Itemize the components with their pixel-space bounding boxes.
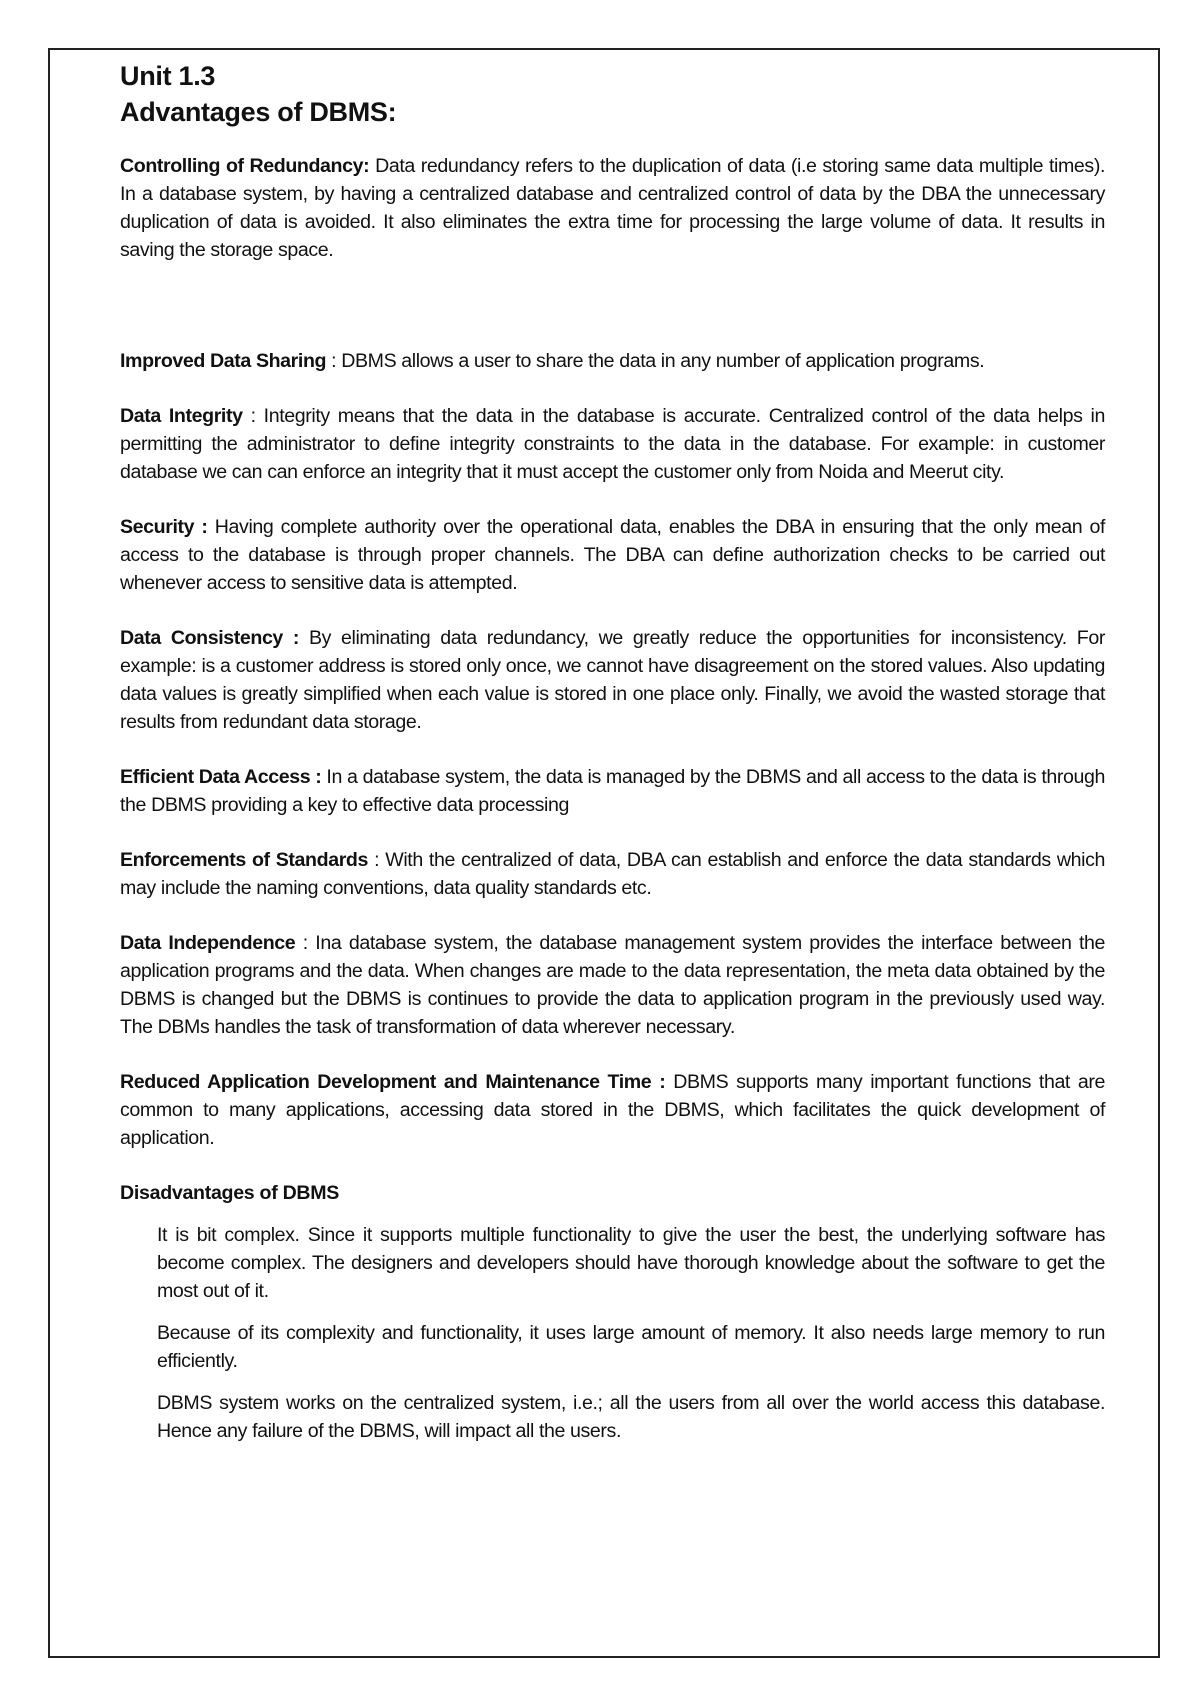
term-label: Efficient Data Access : <box>120 766 322 788</box>
paragraph-security <box>120 513 1105 597</box>
disadvantages-list <box>120 1221 1105 1445</box>
paragraph-text: Data redundancy refers to the duplication of data (i.e storing same data multiple times). In a database system, by having a centralized database and centralized control of data by the DBA the unnecessary duplication of data is avoided. It also eliminates the extra time for processing the large volume of data. It results in saving the storage space. <box>120 155 1105 261</box>
paragraph-text: Having complete authority over the operational data, enables the DBA in ensuring that the only mean of access to the database is through proper channels. The DBA can define authorization checks to be carried out whenever access to sensitive data is attempted. <box>120 516 1105 594</box>
paragraph-text: : Integrity means that the data in the database is accurate. Centralized control of the data helps in permitting the administrator to define integrity constraints to the data in the database. For example: in customer database we can can enforce an integrity that it must accept the customer only from Noida and Meerut city. <box>120 405 1105 483</box>
paragraph-enforcements-of-standards <box>120 846 1105 902</box>
list-item: It is bit complex. Since it supports multiple functionality to give the user the best, the underlying software has become complex. The designers and developers should have thorough knowledge about the software to get the most out of it. <box>157 1224 1105 1302</box>
paragraph-efficient-data-access <box>120 763 1105 819</box>
paragraph-text: By eliminating data redundancy, we greatly reduce the opportunities for inconsistency. For example: is a customer address is stored only once, we cannot have disagreement on the stored values. Also updating data values is greatly simplified when each value is stored in one place only. Finally, we avoid the wasted storage that results from redundant data storage. <box>120 627 1105 733</box>
paragraph-text: : DBMS allows a user to share the data in any number of application programs. <box>326 350 985 372</box>
paragraph-text: In a database system, the data is managed by the DBMS and all access to the data is through the DBMS providing a key to effective data processing <box>120 766 1105 816</box>
paragraph-reduced-development-time <box>120 1068 1105 1152</box>
paragraph-data-consistency <box>120 624 1105 736</box>
term-label: Data Consistency : <box>120 627 300 649</box>
paragraph-text: : Ina database system, the database management system provides the interface between the application programs and the data. When changes are made to the data representation, the meta data obtained by the DBMS is changed but the DBMS is continues to provide the data to application program in the previously used way. The DBMs handles the task of transformation of data wherever necessary. <box>120 932 1105 1038</box>
paragraph-controlling-redundancy <box>120 152 1105 264</box>
list-item: DBMS system works on the centralized system, i.e.; all the users from all over the world access this database. Hence any failure of the DBMS, will impact all the users. <box>157 1392 1105 1442</box>
term-label: Improved Data Sharing <box>120 350 327 372</box>
term-label: Security : <box>120 516 208 538</box>
section-title: Advantages of DBMS: <box>120 97 397 127</box>
paragraph-data-independence <box>120 929 1105 1041</box>
term-label: Data Independence <box>120 932 296 954</box>
paragraph-text: : With the centralized of data, DBA can establish and enforce the data standards which may include the naming conventions, data quality standards etc. <box>120 849 1105 899</box>
term-label: Enforcements of Standards <box>120 849 368 871</box>
term-label: Data Integrity <box>120 405 243 427</box>
disadvantages-heading: Disadvantages of DBMS <box>120 1182 340 1204</box>
term-label: Controlling of Redundancy: <box>120 155 370 177</box>
paragraph-data-integrity <box>120 402 1105 486</box>
document-content <box>120 58 1105 1459</box>
list-item: Because of its complexity and functionality, it uses large amount of memory. It also needs large memory to run efficiently. <box>157 1322 1105 1372</box>
paragraph-text: DBMS supports many important functions that are common to many applications, accessing data stored in the DBMS, which facilitates the quick development of application. <box>120 1071 1105 1149</box>
paragraph-improved-data-sharing <box>120 347 1105 375</box>
term-label: Reduced Application Development and Maintenance Time : <box>120 1071 666 1093</box>
unit-title: Unit 1.3 <box>120 61 216 91</box>
